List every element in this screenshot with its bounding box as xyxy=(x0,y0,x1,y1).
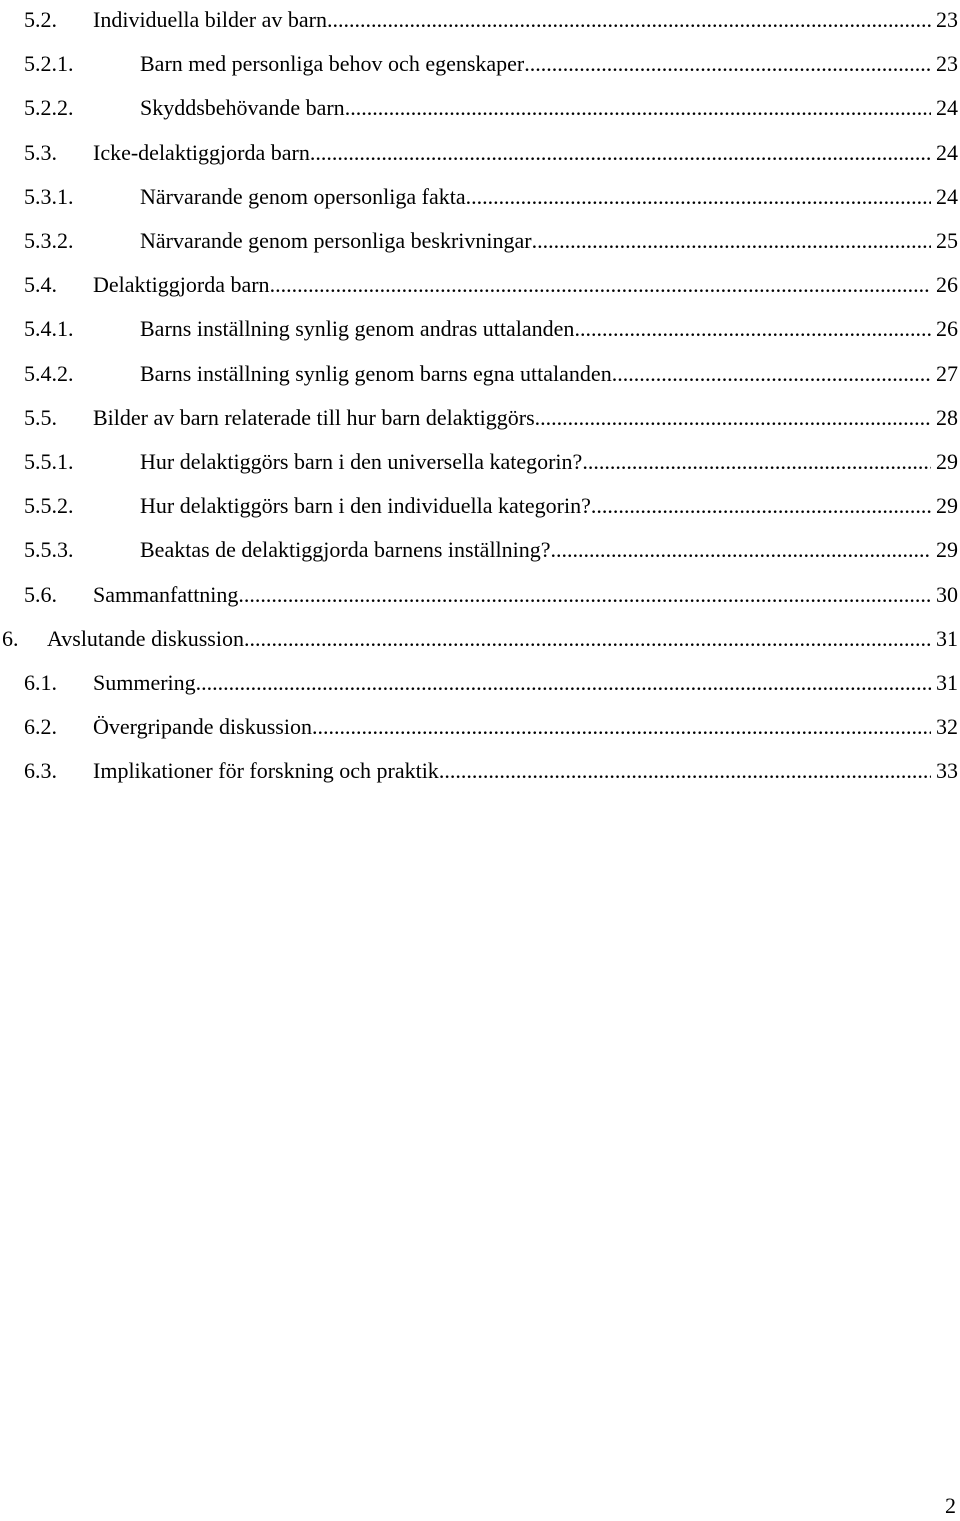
toc-entry-title: Summering xyxy=(93,670,196,695)
toc-entry-number: 6.1. xyxy=(24,670,57,695)
toc-entry-number: 5.2.2. xyxy=(24,95,74,121)
page-number: 2 xyxy=(945,1493,956,1518)
toc-leader-dots xyxy=(535,403,931,433)
toc-entry-number: 5.5. xyxy=(24,404,57,430)
toc-entry-title: Beaktas de delaktiggjorda barnens inställning? xyxy=(140,537,551,563)
toc-entry-page: 29 xyxy=(936,449,958,474)
toc-entry-page: 30 xyxy=(936,581,958,607)
toc-leader-dots xyxy=(591,491,931,521)
toc-entry-number: 5.5.3. xyxy=(24,537,74,563)
toc-entry[interactable] xyxy=(0,668,960,698)
toc-entry-title: Hur delaktiggörs barn i den universella kategorin? xyxy=(140,449,583,474)
toc-entry-number: 5.4.1. xyxy=(24,316,74,342)
toc-entry[interactable] xyxy=(0,403,960,433)
toc-entry-page: 31 xyxy=(936,670,958,695)
toc-entry-title: Bilder av barn relaterade till hur barn delaktiggörs xyxy=(93,404,535,430)
toc-entry-page: 26 xyxy=(936,272,958,298)
toc-entry-page: 26 xyxy=(936,316,958,342)
toc-entry-title: Hur delaktiggörs barn i den individuella kategorin? xyxy=(140,493,591,519)
toc-entry[interactable] xyxy=(0,5,960,35)
toc-leader-dots xyxy=(327,5,931,35)
toc-entry-title: Övergripande diskussion xyxy=(93,714,312,740)
toc-entry-title: Barns inställning synlig genom barns egna uttalanden xyxy=(140,360,612,386)
toc-entry[interactable] xyxy=(0,491,960,521)
toc-entry-page: 24 xyxy=(936,95,958,121)
toc-entry-number: 5.3.2. xyxy=(24,228,74,253)
toc-entry-page: 23 xyxy=(936,51,958,77)
toc-entry[interactable] xyxy=(0,314,960,344)
toc-entry-number: 5.2. xyxy=(24,7,57,32)
toc-leader-dots xyxy=(345,93,931,123)
toc-entry-number: 6. xyxy=(2,625,19,651)
toc-leader-dots xyxy=(582,447,931,477)
toc-entry[interactable] xyxy=(0,535,960,565)
toc-entry[interactable] xyxy=(0,447,960,477)
toc-leader-dots xyxy=(532,226,931,256)
toc-leader-dots xyxy=(524,49,931,79)
toc-entry[interactable] xyxy=(0,359,960,389)
toc-entry-title: Icke-delaktiggjorda barn xyxy=(93,139,310,165)
toc-entry-number: 6.2. xyxy=(24,714,57,740)
toc-entry-page: 24 xyxy=(936,139,958,165)
toc-leader-dots xyxy=(270,270,931,300)
toc-leader-dots xyxy=(196,668,931,698)
toc-entry-title: Barn med personliga behov och egenskaper xyxy=(140,51,525,77)
toc-entry-page: 24 xyxy=(936,183,958,209)
toc-entry-title: Sammanfattning xyxy=(93,581,239,607)
toc-entry-page: 29 xyxy=(936,537,958,563)
toc-entry-number: 5.4.2. xyxy=(24,360,74,386)
toc-entry-title: Avslutande diskussion xyxy=(47,625,244,651)
toc-leader-dots xyxy=(466,182,931,212)
toc-entry-number: 6.3. xyxy=(24,758,57,784)
toc-entry-number: 5.5.1. xyxy=(24,449,74,474)
toc-entry-number: 5.4. xyxy=(24,272,57,298)
toc-entry[interactable] xyxy=(0,580,960,610)
toc-leader-dots xyxy=(551,535,931,565)
toc-leader-dots xyxy=(439,756,931,786)
toc-entry[interactable] xyxy=(0,756,960,786)
toc-leader-dots xyxy=(312,712,931,742)
toc-entry-number: 5.6. xyxy=(24,581,57,607)
toc-entry-page: 27 xyxy=(936,360,958,386)
toc-leader-dots xyxy=(612,359,931,389)
toc-entry-title: Närvarande genom personliga beskrivningar xyxy=(140,228,532,253)
toc-entry-number: 5.5.2. xyxy=(24,493,74,519)
toc-entry-number: 5.2.1. xyxy=(24,51,74,77)
toc-entry[interactable] xyxy=(0,624,960,654)
toc-entry-title: Skyddsbehövande barn xyxy=(140,95,345,121)
toc-leader-dots xyxy=(310,138,931,168)
toc-entry-page: 32 xyxy=(936,714,958,740)
toc-entry-title: Närvarande genom opersonliga fakta xyxy=(140,183,466,209)
toc-entry-title: Delaktiggjorda barn xyxy=(93,272,270,298)
toc-entry-page: 33 xyxy=(936,758,958,784)
toc-leader-dots xyxy=(574,314,931,344)
toc-leader-dots xyxy=(238,580,931,610)
toc-entry-page: 29 xyxy=(936,493,958,519)
toc-entry[interactable] xyxy=(0,270,960,300)
toc-entry[interactable] xyxy=(0,226,960,256)
toc-entry-title: Barns inställning synlig genom andras uttalanden xyxy=(140,316,575,342)
toc-entry-number: 5.3.1. xyxy=(24,183,74,209)
toc-entry-page: 28 xyxy=(936,404,958,430)
toc-entry[interactable] xyxy=(0,712,960,742)
toc-entry[interactable] xyxy=(0,138,960,168)
toc-entry-title: Implikationer för forskning och praktik xyxy=(93,758,439,784)
toc-entry-title: Individuella bilder av barn xyxy=(93,7,327,32)
toc-entry[interactable] xyxy=(0,49,960,79)
toc-leader-dots xyxy=(244,624,931,654)
toc-entry-page: 25 xyxy=(936,228,958,253)
toc-entry-page: 31 xyxy=(936,625,958,651)
toc-entry[interactable] xyxy=(0,93,960,123)
toc-entry[interactable] xyxy=(0,182,960,212)
toc-entry-page: 23 xyxy=(936,7,958,32)
toc-entry-number: 5.3. xyxy=(24,139,57,165)
